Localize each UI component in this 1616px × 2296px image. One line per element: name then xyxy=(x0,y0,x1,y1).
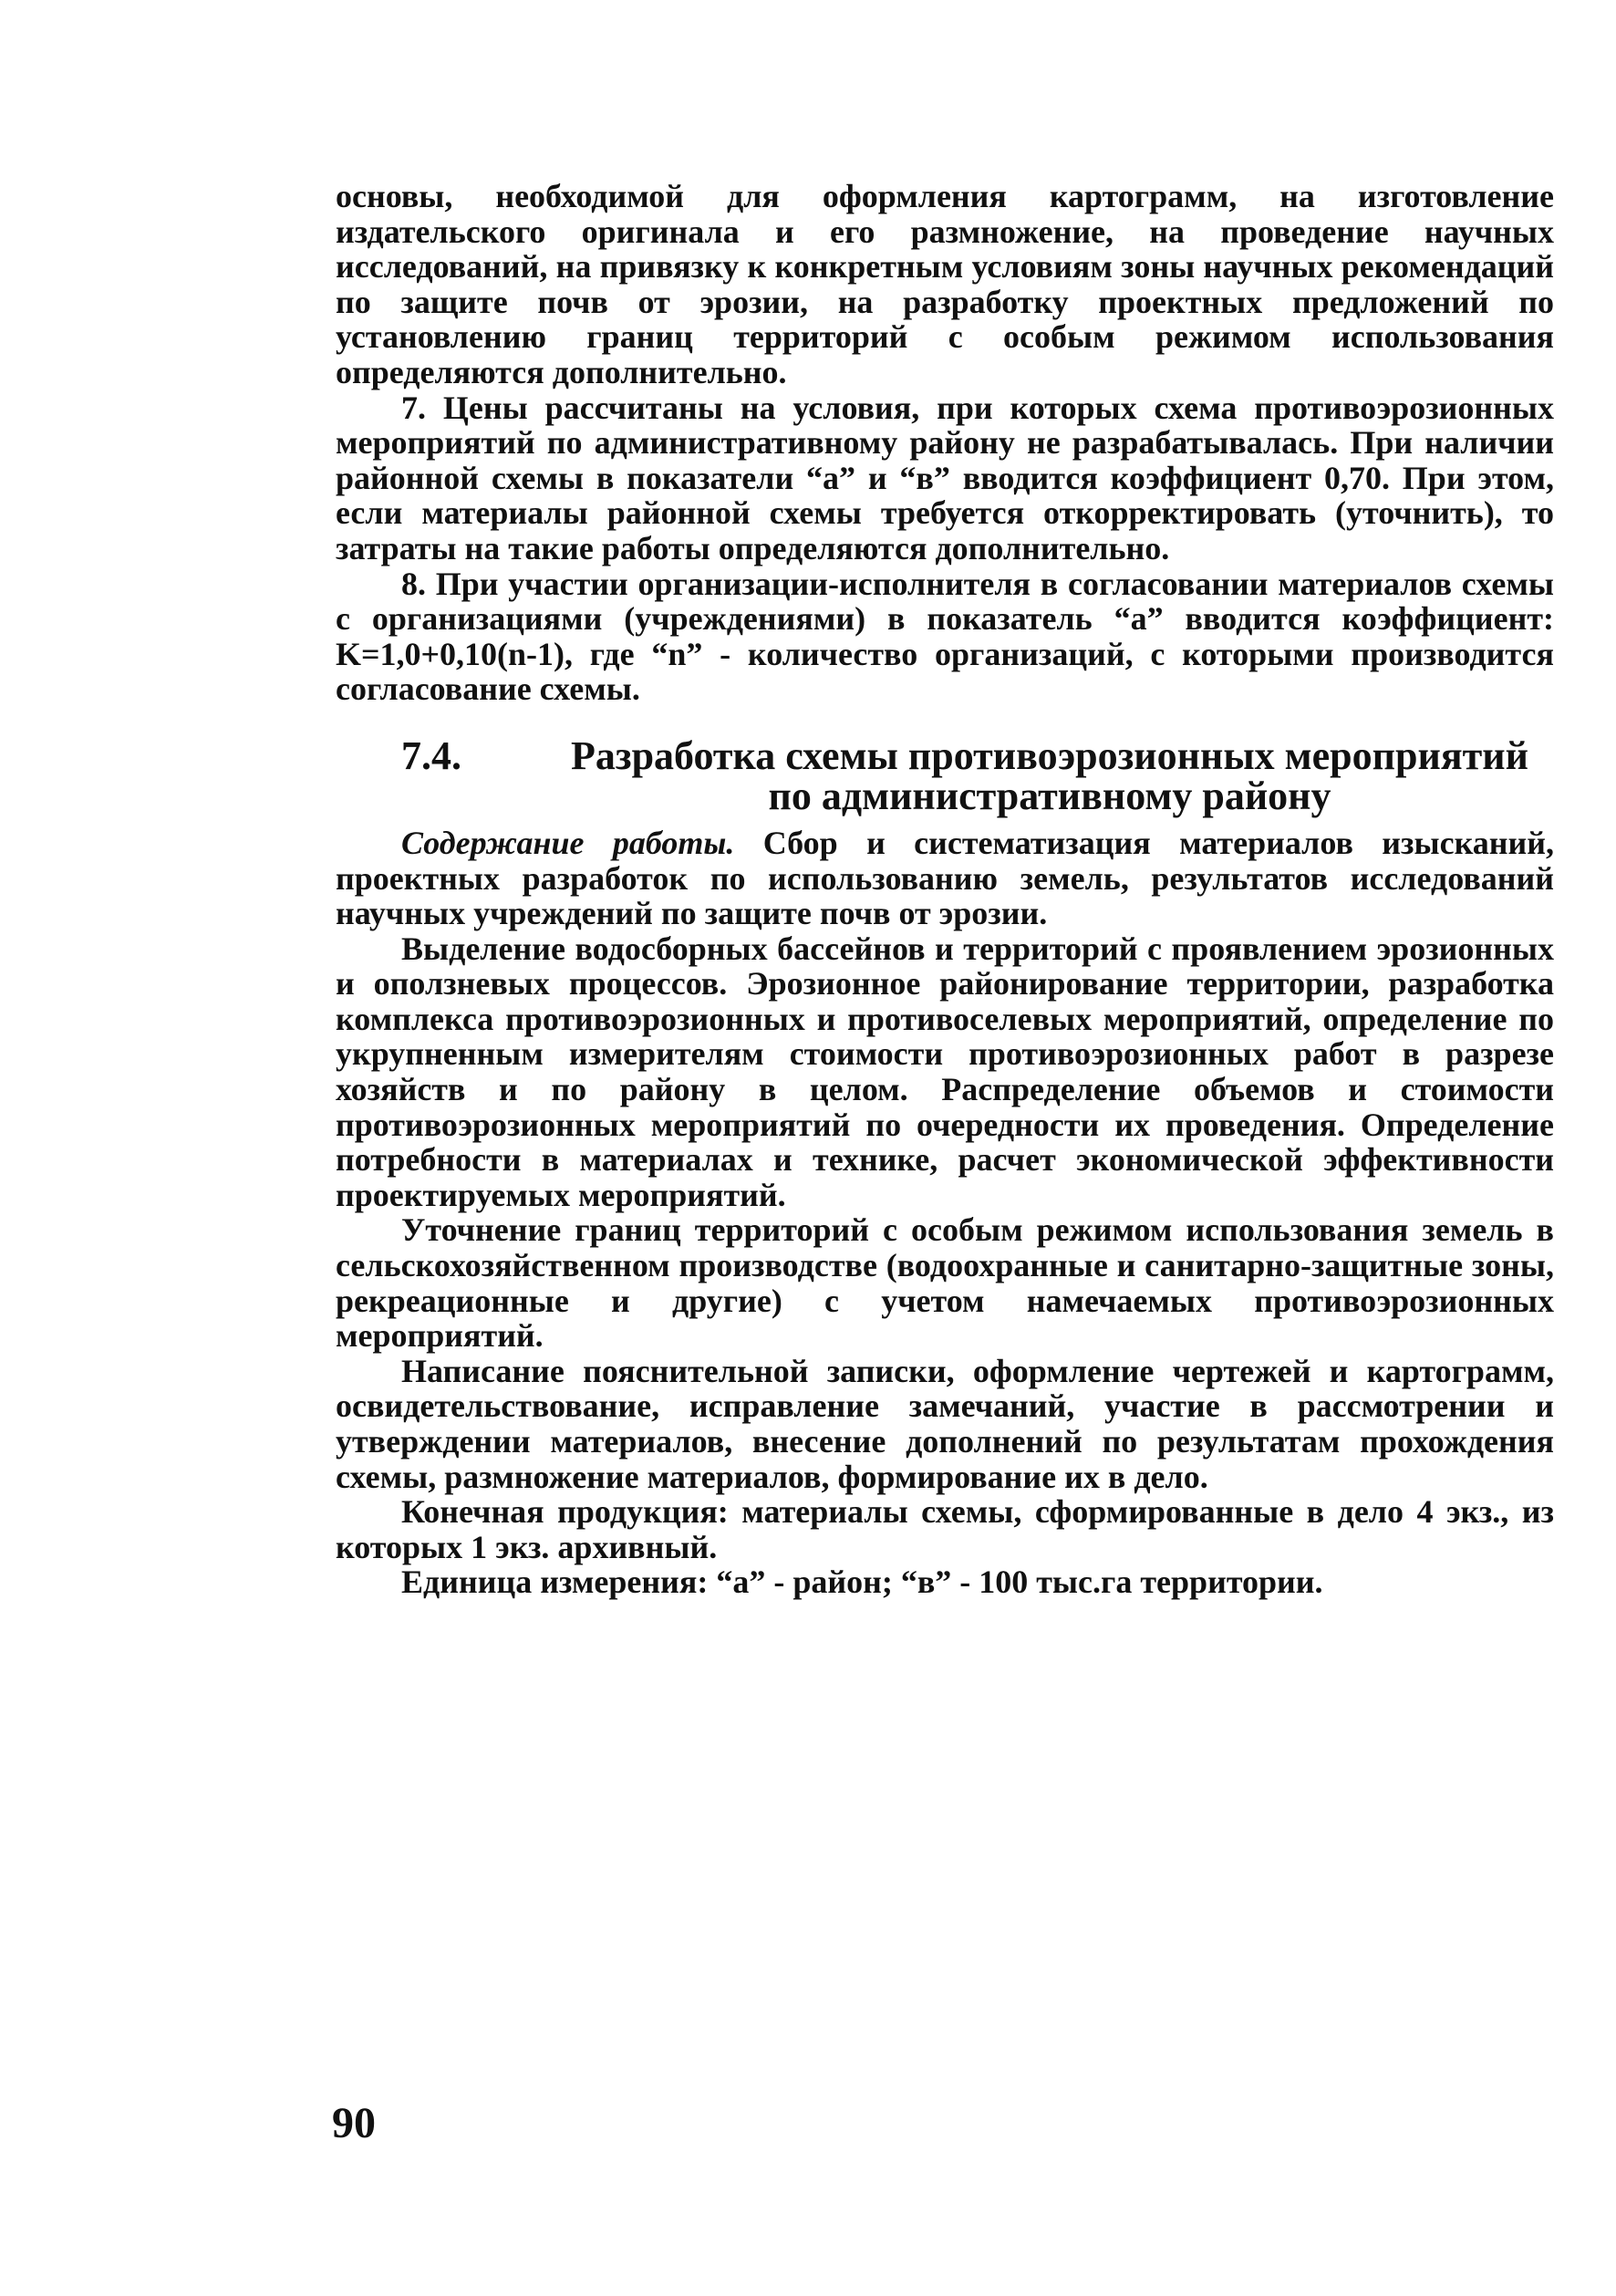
paragraph-item-7: 7. Цены рассчитаны на условия, при которых схема противоэрозионных мероприятий по административному району не разрабатывалась. При наличии районной схемы в показатели “а” и “в” вводится коэффициент 0,70. При этом, если материалы районной схемы требуется откорректировать (уточнить), то затраты на такие работы определяются дополнительно. xyxy=(336,389,1554,566)
paragraph-notes: Написание пояснительной записки, оформление чертежей и картограмм, освидетельствование, исправление замечаний, участие в рассмотрении и утверждении материалов, внесение дополнений по результатам прохождения схемы, размножение материалов, формирование их в дело. xyxy=(336,1352,1554,1495)
section-heading xyxy=(336,732,1554,818)
paragraph-work-content xyxy=(336,826,1554,931)
page-number: 90 xyxy=(332,2099,376,2147)
page-body xyxy=(336,179,1554,1600)
paragraph-continuation: основы, необходимой для оформления картограмм, на изготовление издательского оригинала и его размножение, на проведение научных исследований, на привязку к конкретным условиям зоны научных рекомендаций по защите почв от эрозии, на разработку проектных предложений по установлению границ территорий с особым режимом использования определяются дополнительно. xyxy=(336,178,1554,390)
paragraph-unit: Единица измерения: “а” - район; “в” - 100 тыс.га территории. xyxy=(401,1564,1323,1601)
section-title: Разработка схемы противоэрозионных мероприятий по административному району xyxy=(571,732,1528,818)
paragraph-boundaries: Уточнение границ территорий с особым режимом использования земель в сельскохозяйственном производстве (водоохранные и санитарно-защитные зоны, рекреационные и другие) с учетом намечаемых противоэрозионных мероприятий. xyxy=(336,1211,1554,1355)
paragraph-final-product: Конечная продукция: материалы схемы, сформированные в дело 4 экз., из которых 1 экз. архивный. xyxy=(336,1493,1554,1565)
work-content-label: Содержание работы. xyxy=(401,824,735,861)
paragraph-item-8: 8. При участии организации-исполнителя в согласовании материалов схемы с организациями (учреждениями) в показатель “а” вводится коэффициент: K=1,0+0,10(n-1), где “n” - количество организаций, с которыми производится согласование схемы. xyxy=(336,565,1554,708)
section-number: 7.4. xyxy=(401,732,461,778)
paragraph-basins: Выделение водосборных бассейнов и территорий с проявлением эрозионных и оползневых процессов. Эрозионное районирование территории, разработка комплекса противоэрозионных и противоселевых мероприятий, определение по укрупненным измерителям стоимости противоэрозионных работ в разрезе хозяйств и по району в целом. Распределение объемов и стоимости противоэрозионных мероприятий по очередности их проведения. Определение потребности в материалах и технике, расчет экономической эффективности проектируемых мероприятий. xyxy=(336,930,1554,1213)
work-content-text: Сбор и систематизация материалов изысканий, проектных разработок по использованию земель, результатов исследований научных учреждений по защите почв от эрозии. xyxy=(336,824,1555,932)
